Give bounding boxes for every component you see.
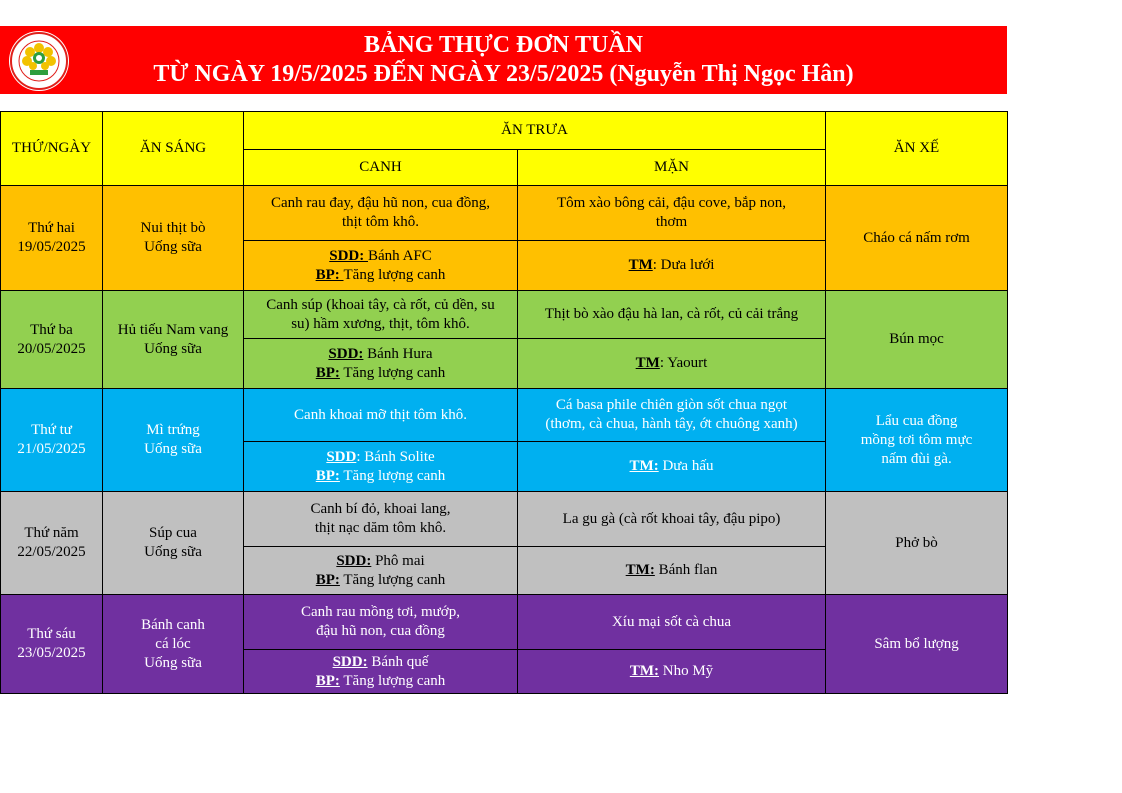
col-header-soup: CANH [244,150,518,186]
dessert-cell [518,547,826,595]
dessert-cell [518,241,826,291]
soup-cell: Canh bí đỏ, khoai lang, thịt nạc dăm tôm khô. [244,492,518,547]
breakfast-cell: Nui thịt bò Uống sữa [103,186,244,291]
sdd-value: : Bánh Solite [356,448,435,465]
salty-cell: Tôm xào bông cải, đậu cove, bắp non, thơm [518,186,826,241]
breakfast-cell: Hủ tiếu Nam vang Uống sữa [103,291,244,389]
title-banner [0,26,1007,94]
dessert-cell [518,650,826,694]
day-cell: Thứ hai 19/05/2025 [1,186,103,291]
snack-cell: Lẩu cua đồng mồng tơi tôm mực nấm đùi gà. [826,389,1008,492]
snack-cell: Phở bò [826,492,1008,595]
sdd-label: SDD: [328,345,364,362]
table-row [1,389,1008,442]
day-cell: Thứ ba 20/05/2025 [1,291,103,389]
snack-cell: Bún mọc [826,291,1008,389]
table-row [1,492,1008,547]
soup-cell: Canh súp (khoai tây, cà rốt, củ dền, su su) hầm xương, thịt, tôm khô. [244,291,518,339]
bp-value: Tăng lượng canh [339,571,446,588]
table-row [1,595,1008,650]
soup-cell: Canh khoai mỡ thịt tôm khô. [244,389,518,442]
sdd-label: SDD: [329,247,368,264]
tm-label: TM: [629,663,659,679]
bp-label: BP: [315,571,340,588]
salty-cell: La gu gà (cà rốt khoai tây, đậu pipo) [518,492,826,547]
salty-cell: Xíu mại sốt cà chua [518,595,826,650]
col-header-day: THỨ/NGÀY [1,112,103,186]
sdd-label: SDD: [336,552,372,569]
bp-label: BP: [315,266,344,283]
page-title: BẢNG THỰC ĐƠN TUẦN [364,32,643,58]
bp-value: Tăng lượng canh [339,364,446,381]
col-header-snack: ĂN XẾ [826,112,1008,186]
sdd-value: Phô mai [371,552,425,569]
day-cell: Thứ tư 21/05/2025 [1,389,103,492]
sdd-value: Bánh AFC [368,247,432,264]
snack-cell: Cháo cá nấm rơm [826,186,1008,291]
col-header-lunch: ĂN TRƯA [244,112,826,150]
sdd-value: Bánh quế [367,653,429,670]
bp-value: Tăng lượng canh [339,672,446,689]
day-cell: Thứ sáu 23/05/2025 [1,595,103,694]
tm-value: Nho Mỹ [659,663,714,679]
table-row [1,186,1008,241]
breakfast-cell: Mì trứng Uống sữa [103,389,244,492]
soup-cell: Canh rau mồng tơi, mướp, đậu hũ non, cua đồng [244,595,518,650]
sdd-label: SDD: [332,653,368,670]
soup-note-cell [244,547,518,595]
bp-value: Tăng lượng canh [343,266,446,283]
weekly-menu-table [0,111,1008,694]
dessert-cell [518,339,826,389]
tm-label: TM [635,355,660,371]
sdd-label: SDD [326,448,357,465]
salty-cell: Thịt bò xào đậu hà lan, cà rốt, củ cải trắng [518,291,826,339]
soup-note-cell [244,241,518,291]
col-header-breakfast: ĂN SÁNG [103,112,244,186]
snack-cell: Sâm bổ lượng [826,595,1008,694]
col-header-salty: MẶN [518,150,826,186]
breakfast-cell: Súp cua Uống sữa [103,492,244,595]
tm-label: TM [628,257,653,273]
sdd-value: Bánh Hura [363,345,433,362]
bp-value: Tăng lượng canh [339,467,446,484]
soup-note-cell [244,339,518,389]
tm-value: : Dưa lưới [652,257,715,273]
soup-note-cell [244,442,518,492]
day-cell: Thứ năm 22/05/2025 [1,492,103,595]
tm-value: Bánh flan [654,562,718,578]
tm-label: TM: [625,562,655,578]
bp-label: BP: [315,672,340,689]
tm-label: TM: [629,458,659,474]
page-subtitle: TỪ NGÀY 19/5/2025 ĐẾN NGÀY 23/5/2025 (Nguyễn Thị Ngọc Hân) [153,61,854,87]
bp-label: BP: [315,364,340,381]
salty-cell: Cá basa phile chiên giòn sốt chua ngọt (thơm, cà chua, hành tây, ớt chuông xanh) [518,389,826,442]
table-row [1,291,1008,339]
soup-cell: Canh rau đay, đậu hũ non, cua đồng, thịt tôm khô. [244,186,518,241]
bp-label: BP: [315,467,340,484]
breakfast-cell: Bánh canh cá lóc Uống sữa [103,595,244,694]
tm-value: Dưa hấu [658,458,714,474]
soup-note-cell [244,650,518,694]
tm-value: : Yaourt [659,355,708,371]
dessert-cell [518,442,826,492]
